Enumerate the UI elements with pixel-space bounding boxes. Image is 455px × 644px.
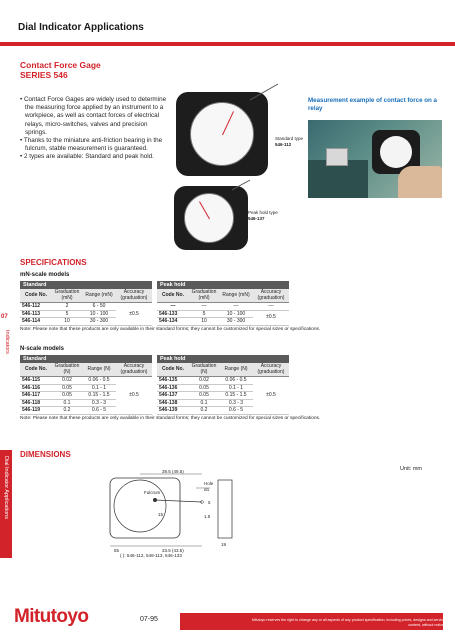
peak-caption-code: 546-137 (248, 215, 265, 221)
col-code: Code No. (157, 363, 189, 377)
standard-gauge-image (176, 92, 268, 176)
cell-graduation: 5 (189, 310, 219, 318)
cell-graduation: 0.05 (52, 392, 82, 400)
col-graduation: Graduation (mN) (189, 289, 219, 303)
product-title-line1: Contact Force Gage (20, 60, 101, 70)
cell-range: 30 - 300 (82, 318, 116, 326)
footer-disclaimer: Mitutoyo reserves the right to change any or all aspects of any product specification, including prices, designs and service content, without notice. (251, 618, 445, 627)
col-graduation: Graduation (mN) (52, 289, 82, 303)
cell-code: 546-114 (20, 318, 52, 326)
cell-graduation: 10 (189, 318, 219, 326)
feature-item: • Thanks to the miniature anti-friction bearing in the fulcrum, stable measurement is guaranteed. (20, 137, 170, 153)
cell-accuracy: ±0.5 (116, 303, 152, 326)
cell-range: 30 - 300 (219, 318, 253, 326)
peak-caption (248, 210, 278, 221)
cell-code: 546-118 (20, 399, 52, 407)
cell-graduation: 0.2 (189, 407, 219, 415)
photo-dial (380, 136, 412, 168)
col-range: Range (N) (219, 363, 253, 377)
cell-code: 546-138 (157, 399, 189, 407)
cell-range: 0.06 - 0.5 (219, 377, 253, 385)
cell-code: 546-136 (157, 384, 189, 392)
feature-list (20, 96, 170, 162)
cell-range: 10 - 100 (219, 310, 253, 318)
cell-code: 546-139 (157, 407, 189, 415)
cell-accuracy: ±0.5 (116, 377, 152, 415)
col-range: Range (N) (82, 363, 116, 377)
drawing-dial (114, 480, 166, 532)
table-row (157, 303, 289, 311)
table-row (157, 377, 289, 385)
cell-range: 0.6 - 5 (219, 407, 253, 415)
cell-range: 0.15 - 1.5 (82, 392, 116, 400)
standard-caption-code: 546-112 (275, 141, 292, 147)
table-header-row (157, 289, 289, 303)
peak-gauge-lever (232, 178, 252, 192)
cell-graduation: 0.05 (52, 384, 82, 392)
n-standard-label: Standard (20, 355, 152, 363)
cell-graduation: 0.02 (52, 377, 82, 385)
cell-graduation: 10 (52, 318, 82, 326)
drawing-lever (155, 500, 202, 502)
unit-label: Unit: mm (400, 466, 422, 472)
cell-code: 546-133 (157, 310, 189, 318)
table-header-row (20, 289, 152, 303)
cell-range: 0.3 - 3 (219, 399, 253, 407)
mn-standard-label: Standard (20, 281, 152, 289)
dim-left-text: 55 (114, 548, 120, 553)
standard-gauge-lever (250, 82, 280, 102)
col-accuracy: Accuracy (graduation) (116, 363, 152, 377)
cell-graduation: 5 (52, 310, 82, 318)
photo-relay (326, 148, 348, 166)
feature-item: • 2 types are available: Standard and peak hold. (20, 153, 170, 161)
cell-range: 6 - 50 (82, 303, 116, 311)
n-peak-table (157, 363, 289, 415)
standard-needle (222, 111, 234, 135)
table-row (20, 377, 152, 385)
n-note: Note: Please note that these products are only available in their standard forms; they cannot be customized for special sizes or specifications. (20, 416, 321, 421)
cell-code: 546-137 (157, 392, 189, 400)
col-code: Code No. (157, 289, 189, 303)
cell-graduation: 0.05 (189, 392, 219, 400)
cell-graduation: 0.2 (52, 407, 82, 415)
standard-caption (275, 136, 303, 147)
cell-accuracy: ±0.5 (253, 377, 289, 415)
table-row (157, 310, 289, 318)
cell-graduation: 2 (52, 303, 82, 311)
specifications-title: SPECIFICATIONS (20, 258, 87, 267)
product-title-line2: SERIES 546 (20, 70, 68, 80)
table-header-row (157, 363, 289, 377)
cell-range: 0.1 - 1 (82, 384, 116, 392)
dim-side-text: 19 (221, 542, 227, 547)
standard-caption-text: Standard type (275, 136, 304, 141)
side-tab-lower-label: Dial Indicator Applications (3, 456, 9, 519)
col-accuracy: Accuracy (graduation) (116, 289, 152, 303)
product-title (20, 60, 101, 80)
mn-peak-table (157, 289, 289, 326)
col-accuracy: Accuracy (graduation) (253, 363, 289, 377)
cell-code: — (157, 303, 189, 311)
cell-code: 546-116 (20, 384, 52, 392)
cell-accuracy: ±0.5 (253, 310, 289, 325)
cell-graduation: — (189, 303, 219, 311)
cell-range: 0.6 - 5 (82, 407, 116, 415)
feature-item: • Contact Force Gages are widely used to determine the measuring force applied by an instrument to a workpiece, as well as contact forces of electrical relays, micro-switches, valves and precision springs. (20, 96, 170, 137)
mn-peak-label: Peak hold (157, 281, 289, 289)
cell-code: 546-112 (20, 303, 52, 311)
cell-graduation: 0.05 (189, 384, 219, 392)
side-tab-label: Indicators (4, 330, 10, 354)
n-standard-table (20, 363, 152, 415)
cell-code: 546-115 (20, 377, 52, 385)
mitutoyo-logo: Mitutoyo (14, 606, 89, 627)
dim-5-text: 5 (208, 500, 211, 505)
cell-range: 0.3 - 3 (82, 399, 116, 407)
dimension-drawing (100, 470, 300, 560)
col-graduation: Graduation (N) (52, 363, 82, 377)
cell-code: 546-117 (20, 392, 52, 400)
drawing-body (110, 478, 180, 538)
cell-range: 0.15 - 1.5 (219, 392, 253, 400)
header-rule (0, 42, 455, 46)
cell-code: 546-119 (20, 407, 52, 415)
col-code: Code No. (20, 363, 52, 377)
cell-range: — (219, 303, 253, 311)
dimensions-title: DIMENSIONS (20, 450, 71, 459)
n-group-title: N-scale models (20, 346, 65, 352)
cell-graduation: 0.02 (189, 377, 219, 385)
section-title: Dial Indicator Applications (18, 22, 144, 33)
side-tab[interactable] (0, 152, 12, 354)
dim-bottom-text: 33.5 (43.5) (162, 548, 184, 553)
mn-standard-table (20, 289, 152, 326)
col-graduation: Graduation (N) (189, 363, 219, 377)
dim-top-text: 39.5 (49.5) (162, 470, 184, 474)
peak-caption-text: Peak hold type (248, 210, 278, 215)
n-peak-label: Peak hold (157, 355, 289, 363)
drawing-side-view (218, 480, 232, 538)
cell-graduation: 0.1 (52, 399, 82, 407)
fulcrum-label: Fulcrum (144, 490, 161, 495)
cell-range: 0.1 - 1 (219, 384, 253, 392)
standard-dial (190, 102, 254, 166)
peak-gauge-image (174, 186, 248, 250)
drawing-caption: ( ): 546-112, 546-113, 546-133 (120, 553, 182, 558)
peak-dial (184, 193, 234, 243)
measurement-example-title: Measurement example of contact force on a relay (308, 97, 437, 112)
col-accuracy: Accuracy (graduation) (253, 289, 289, 303)
cell-code: 546-135 (157, 377, 189, 385)
col-range: Range (mN) (82, 289, 116, 303)
table-row (20, 303, 152, 311)
col-code: Code No. (20, 289, 52, 303)
hole-label: Hole (204, 481, 214, 486)
drawing-fulcrum (153, 498, 157, 502)
cell-accuracy: — (253, 303, 289, 311)
cell-range: 0.06 - 0.5 (82, 377, 116, 385)
table-header-row (20, 363, 152, 377)
mn-note: Note: Please note that these products are only available in their standard forms; they cannot be customized for special sizes or specifications. (20, 327, 321, 332)
page-number: 07-95 (140, 616, 158, 623)
dim-1-5-text: 1.5 (204, 514, 211, 519)
side-tab-number: 07 (1, 314, 8, 320)
col-range: Range (mN) (219, 289, 253, 303)
photo-hand (398, 166, 442, 198)
mn-group-title: mN-scale models (20, 272, 70, 278)
cell-graduation: 0.1 (189, 399, 219, 407)
page-header (0, 0, 455, 42)
hole-dia-label: ø1 (204, 487, 210, 492)
cell-range: 10 - 100 (82, 310, 116, 318)
peak-needle (199, 201, 210, 219)
cell-code: 546-134 (157, 318, 189, 326)
dim-15-text: 15 (158, 512, 164, 517)
cell-code: 546-113 (20, 310, 52, 318)
measurement-example-photo (308, 120, 442, 198)
